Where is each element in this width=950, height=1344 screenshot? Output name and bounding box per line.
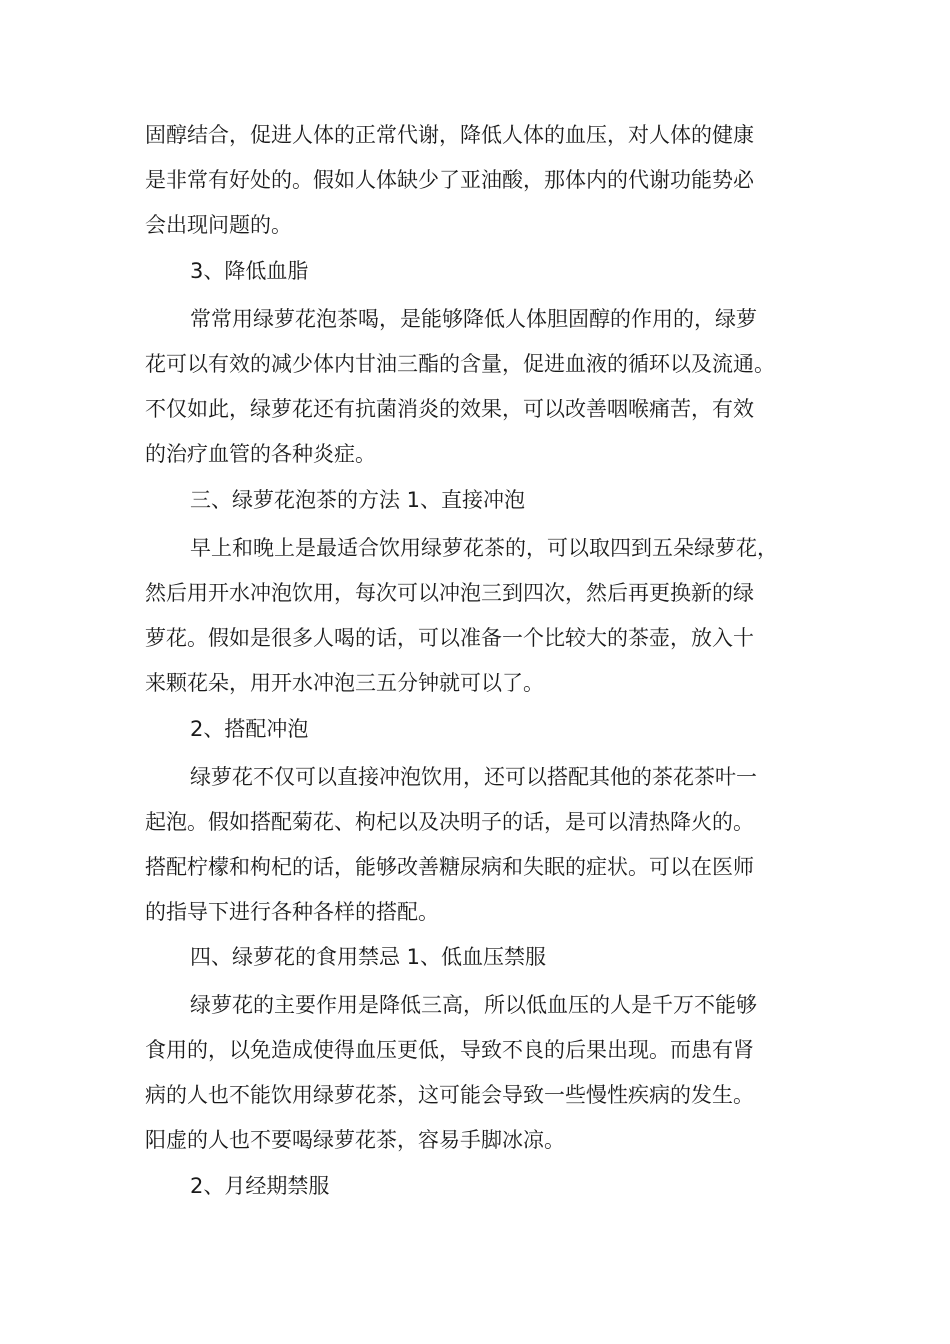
paragraph-line: 食用的，以免造成使得血压更低，导致不良的后果出现。而患有肾	[145, 1038, 754, 1062]
section-heading: 2、月经期禁服	[190, 1174, 330, 1198]
paragraph-line: 搭配柠檬和枸杞的话，能够改善糖尿病和失眠的症状。可以在医师	[145, 855, 754, 879]
paragraph-line: 绿萝花不仅可以直接冲泡饮用，还可以搭配其他的茶花茶叶一	[190, 765, 757, 789]
paragraph-line: 然后用开水冲泡饮用，每次可以冲泡三到四次，然后再更换新的绿	[145, 581, 754, 605]
paragraph-line: 萝花。假如是很多人喝的话，可以准备一个比较大的茶壶，放入十	[145, 626, 754, 650]
paragraph-line: 的指导下进行各种各样的搭配。	[145, 900, 439, 924]
paragraph-line: 病的人也不能饮用绿萝花茶，这可能会导致一些慢性疾病的发生。	[145, 1083, 754, 1107]
section-heading: 3、降低血脂	[190, 259, 309, 283]
paragraph-line: 常常用绿萝花泡茶喝，是能够降低人体胆固醇的作用的，绿萝	[190, 307, 757, 331]
paragraph-line: 绿萝花的主要作用是降低三高，所以低血压的人是千万不能够	[190, 993, 757, 1017]
paragraph-line: 会出现问题的。	[145, 213, 292, 237]
paragraph-line: 花可以有效的减少体内甘油三酯的含量，促进血液的循环以及流通。	[145, 352, 775, 376]
section-heading: 2、搭配冲泡	[190, 717, 309, 741]
section-heading: 三、绿萝花泡茶的方法 1、直接冲泡	[190, 488, 526, 512]
paragraph-line: 的治疗血管的各种炎症。	[145, 442, 376, 466]
paragraph-line: 不仅如此，绿萝花还有抗菌消炎的效果，可以改善咽喉痛苦，有效	[145, 397, 754, 421]
paragraph-line: 阳虚的人也不要喝绿萝花茶，容易手脚冰凉。	[145, 1128, 565, 1152]
paragraph-line: 固醇结合，促进人体的正常代谢，降低人体的血压，对人体的健康	[145, 123, 754, 147]
paragraph-line: 早上和晚上是最适合饮用绿萝花茶的，可以取四到五朵绿萝花，	[190, 536, 778, 560]
section-heading: 四、绿萝花的食用禁忌 1、低血压禁服	[190, 945, 547, 969]
paragraph-line: 来颗花朵，用开水冲泡三五分钟就可以了。	[145, 671, 544, 695]
paragraph-line: 起泡。假如搭配菊花、枸杞以及决明子的话，是可以清热降火的。	[145, 810, 754, 834]
paragraph-line: 是非常有好处的。假如人体缺少了亚油酸，那体内的代谢功能势必	[145, 168, 754, 192]
